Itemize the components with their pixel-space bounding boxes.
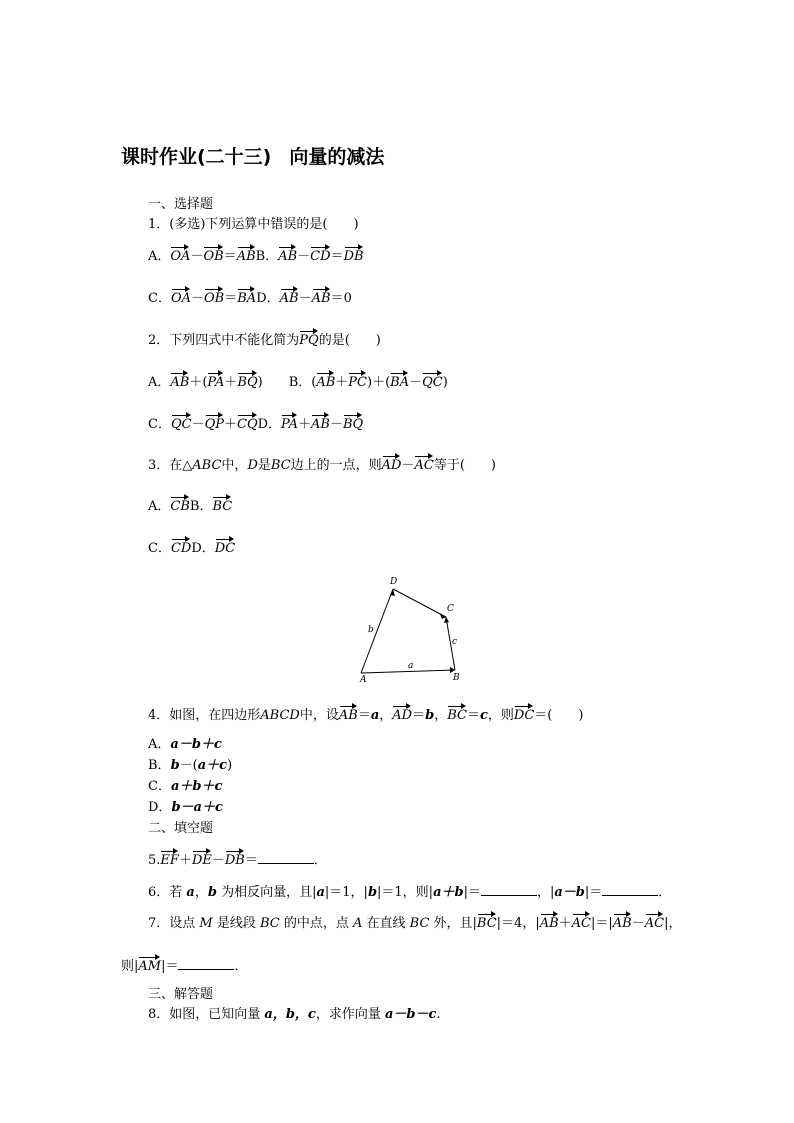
title-series: 课时作业(二十三) — [121, 146, 272, 168]
q4-text-4: ＝( ) — [534, 708, 584, 723]
label-point-d: D — [390, 577, 398, 587]
q4-option-a — [148, 736, 222, 754]
edge-cd — [393, 589, 446, 617]
q2-stem-pre: 2．下列四式中不能化简为 — [148, 333, 300, 348]
label-point-c: C — [447, 604, 454, 614]
vector-pa: PA — [281, 414, 298, 432]
q4-option-b-expr-2: －( — [179, 758, 198, 773]
q7-line-1: 7．设点 M 是线段 BC 的中点，点 A 在直线 BC 外，且|BC|＝4，|AB＋AC|＝|AB－AC|， — [148, 913, 681, 933]
q7-answer-blank[interactable] — [178, 956, 234, 970]
q4-option-b — [148, 757, 232, 775]
vector-ac: AC — [414, 455, 433, 473]
q3-text-4: 边上的一点，则 — [290, 458, 382, 473]
q3-text-3: 是 — [257, 458, 271, 473]
q6-sum: a＋b — [433, 885, 464, 900]
vector-cb: CB — [170, 496, 190, 514]
q3-point-d: D — [247, 458, 258, 473]
vector-oa: OA — [170, 246, 190, 264]
q6-text-1: 6．若 — [148, 885, 187, 900]
vector-bc: BC — [447, 705, 467, 723]
vector-ad: AD — [382, 455, 402, 473]
vector-ob: OB — [203, 246, 223, 264]
q5-number: 5. — [148, 853, 161, 868]
q7-text-8: |， — [664, 916, 682, 931]
q4-option-b-expr-3: a＋c — [197, 758, 228, 773]
q2-stem-post: 的是( ) — [318, 333, 381, 348]
q4-option-b-expr-1: b — [170, 758, 180, 773]
vector-pq: PQ — [299, 330, 318, 348]
q3-option-b-label: B． — [189, 499, 213, 514]
q4-option-c-label: C． — [148, 779, 171, 794]
q1-option-d-label: D． — [256, 291, 280, 306]
q2-options-cd: C．QC－QP＋CQD．PA＋AB－BQ — [148, 414, 363, 434]
q6-text-4: |＝1，则| — [377, 885, 434, 900]
q3-stem: 3．在△ABC中，D是BC边上的一点，则AD－AC等于( ) — [148, 455, 496, 475]
vector-ad: AD — [392, 705, 412, 723]
q6-text-2: 为相反向量，且| — [216, 885, 317, 900]
q6-difference: a－b — [554, 885, 585, 900]
vector-db: DB — [344, 246, 364, 264]
q7-text-3: 的中点，点 — [279, 916, 353, 931]
vector-ac: AC — [572, 913, 591, 931]
q1-option-c-label: C． — [148, 291, 171, 306]
vector-bq: BQ — [237, 372, 257, 390]
q6-b: b — [207, 885, 217, 900]
q7-text-2: 是线段 — [212, 916, 260, 931]
q6: 6．若 a，b 为相反向量，且|a|＝1，|b|＝1，则|a＋b|＝ ，|a－b|＝ ． — [148, 882, 671, 902]
vector-ba: BA — [237, 288, 256, 306]
q4-quadrilateral-name: ABCD — [260, 708, 300, 723]
q8-expression: a－b－c — [384, 1007, 437, 1022]
q1-stem: 1．(多选)下列运算中错误的是( ) — [148, 217, 359, 232]
vector-ab: AB — [280, 288, 299, 306]
q4-option-b-label: B． — [148, 758, 171, 773]
q6-answer-blank-2[interactable] — [602, 882, 658, 896]
vector-ab: AB — [540, 913, 559, 931]
q2-option-d-label: D． — [257, 417, 282, 432]
vector-ab: AB — [312, 288, 331, 306]
q1-options-ab: A．OA－OB＝ABB．AB－CD＝DB — [148, 246, 364, 266]
q4-option-b-expr-4: ) — [227, 758, 233, 773]
q3-text-2: 中， — [221, 458, 248, 473]
q7-point-m: M — [199, 916, 213, 931]
q7-text-6: |＝4，| — [496, 916, 540, 931]
q7-text-5: 外，且| — [429, 916, 477, 931]
q6-answer-blank-1[interactable] — [481, 882, 537, 896]
q8-end: . — [436, 1007, 441, 1022]
vector-ef: EF — [160, 850, 179, 868]
vector-ab: AB — [170, 372, 189, 390]
label-vector-b: b — [368, 625, 374, 635]
section-fill-in: 二、填空题 — [148, 821, 214, 836]
q2-option-b-label: B． — [288, 375, 312, 390]
label-vector-c: c — [452, 637, 458, 647]
q5: 5.EF＋DE－DB＝ ． — [148, 850, 327, 870]
vector-qc: QC — [422, 372, 443, 390]
q6-end: ． — [658, 885, 672, 900]
vector-bq: BQ — [343, 414, 363, 432]
q3-options-cd — [148, 538, 235, 558]
q2-stem — [148, 330, 381, 350]
q3-text-5: 等于( ) — [433, 458, 496, 473]
q4-option-d-label: D． — [148, 800, 172, 815]
q4-option-c — [148, 778, 222, 796]
q4-option-a-expr: a－b＋c — [170, 737, 222, 752]
vector-pc: PC — [348, 372, 367, 390]
vector-ab: AB — [311, 414, 330, 432]
q8-text-2: ，求作向量 — [315, 1007, 385, 1022]
q4-option-a-label: A． — [148, 737, 171, 752]
q4-option-d-expr: b－a＋c — [171, 800, 223, 815]
vector-ab: AB — [613, 913, 632, 931]
q7-line2-pre: 则| — [121, 959, 139, 974]
vector-cd: CD — [310, 246, 330, 264]
edge-da — [361, 589, 393, 673]
label-point-b: B — [453, 673, 460, 683]
q4-option-d — [148, 799, 223, 817]
vector-ab: AB — [316, 372, 335, 390]
vector-am: AM — [138, 956, 161, 974]
vector-ab: AB — [339, 705, 358, 723]
q3-triangle-name: ABC — [192, 458, 222, 473]
q1-options-cd: C．OA－OB＝BAD．AB－AB＝0 — [148, 288, 352, 308]
q7-line2-mid: |＝ — [161, 959, 179, 974]
q3-option-d-label: D． — [191, 541, 215, 556]
vector-ac: AC — [645, 913, 664, 931]
q1-option-b-label: B． — [255, 249, 279, 264]
vector-cd: CD — [171, 538, 191, 556]
vector-ab: AB — [237, 246, 256, 264]
q6-comma: ， — [194, 885, 208, 900]
q3-options-ab — [148, 496, 232, 516]
q6-text-7: |＝ — [584, 885, 603, 900]
q1-option-a-label: A． — [148, 249, 171, 264]
vector-pa: PA — [207, 372, 224, 390]
label-vector-a: a — [408, 661, 414, 671]
vector-bc: BC — [212, 496, 232, 514]
section-choice: 一、选择题 — [148, 197, 214, 212]
q7-segment-bc: BC — [259, 916, 280, 931]
q4-text-1: 4．如图，在四边形 — [148, 708, 261, 723]
q5-answer-blank[interactable] — [258, 850, 314, 864]
arrow-bc — [444, 617, 449, 623]
zero: 0 — [343, 291, 352, 306]
q7-point-a: A — [353, 916, 363, 931]
vector-db: DB — [225, 850, 245, 868]
q4-option-c-expr: a＋b＋c — [170, 779, 223, 794]
quadrilateral-figure — [350, 570, 470, 685]
q8-text-1: 8．如图，已知向量 — [148, 1007, 265, 1022]
vector-ba: BA — [390, 372, 409, 390]
q4-stem: 4．如图，在四边形ABCD中，设AB＝a，AD＝b，BC＝c，则DC＝( ) — [148, 705, 583, 725]
title-topic: 向量的减法 — [289, 146, 385, 168]
q8 — [148, 1006, 441, 1024]
q5-end: ． — [313, 853, 327, 868]
vector-qc: QC — [171, 414, 192, 432]
q7-text-4: 在直线 — [362, 916, 410, 931]
vector-cq: CQ — [237, 414, 258, 432]
q3-option-a-label: A． — [148, 499, 171, 514]
vector-oa: OA — [171, 288, 191, 306]
q7-end: ． — [234, 959, 248, 974]
q4-text-2: 中，设 — [299, 708, 339, 723]
q3-option-c-label: C． — [148, 541, 171, 556]
vector-dc: DC — [215, 538, 235, 556]
vector-bc: BC — [477, 913, 497, 931]
q6-text-5: |＝ — [463, 885, 481, 900]
q6-a: a — [186, 885, 195, 900]
q6-text-6: ，| — [536, 885, 555, 900]
vector-qp: QP — [205, 414, 224, 432]
q7-line-2 — [121, 956, 248, 976]
vector-dc: DC — [514, 705, 534, 723]
q7-line-bc: BC — [409, 916, 430, 931]
vector-ob: OB — [204, 288, 224, 306]
q4-text-3: ，则 — [487, 708, 514, 723]
label-point-a: A — [360, 675, 367, 685]
q2-options-ab: A．AB＋(PA＋BQ) B．(AB＋PC)＋(BA－QC) — [148, 372, 448, 392]
q3-text-1: 3．在△ — [148, 458, 193, 473]
q3-side-bc: BC — [270, 458, 291, 473]
q2-option-c-label: C． — [148, 417, 171, 432]
section-solution: 三、解答题 — [148, 987, 214, 1002]
q6-text-3: |＝1，| — [324, 885, 368, 900]
vector-ab: AB — [278, 246, 297, 264]
vector-de: DE — [192, 850, 212, 868]
q7-text-1: 7．设点 — [148, 916, 200, 931]
q2-option-a-label: A． — [148, 375, 171, 390]
q8-vectors: a，b，c — [264, 1007, 316, 1022]
page-title — [121, 142, 402, 169]
q7-text-7: |＝| — [591, 916, 613, 931]
